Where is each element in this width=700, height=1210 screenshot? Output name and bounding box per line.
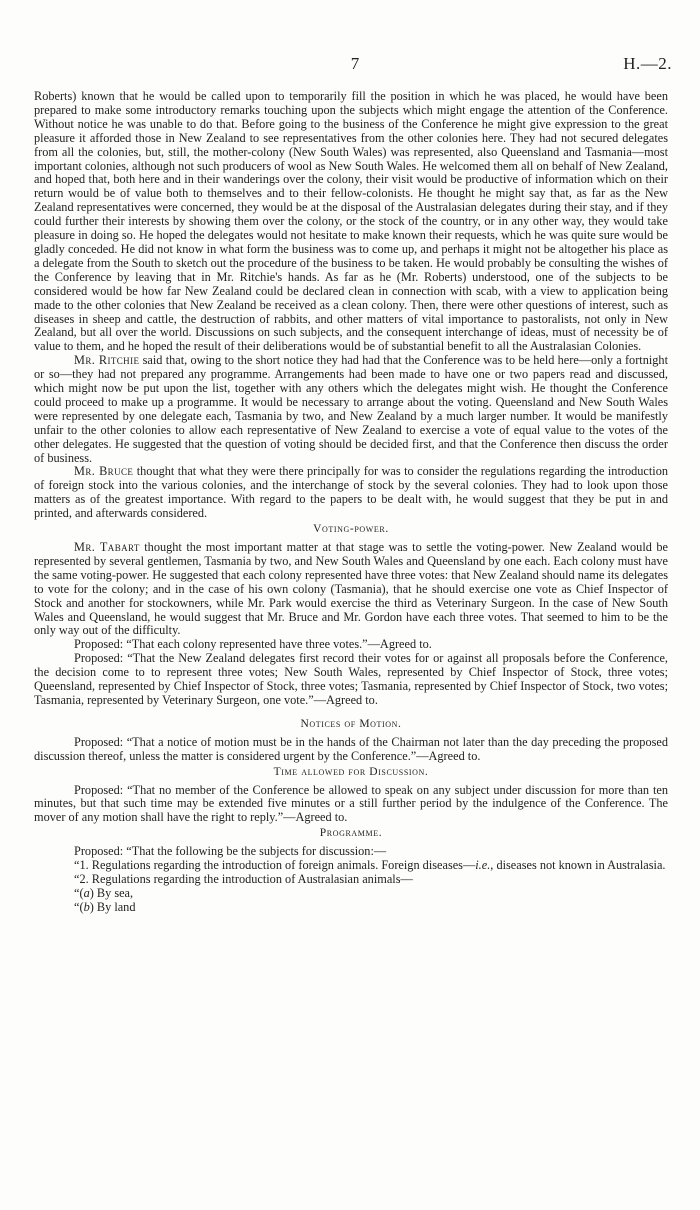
heading-voting-power: Voting-power. (313, 523, 389, 536)
speech-text: thought the most important matter at that stage was to settle the voting-power. New Zealand would be represented by several gentlemen, Tasmania by two, and New South Wales and Queensland by one each. Each colony must have the same voting-power. He suggested that each colony represented have three votes: that New Zealand should name its delegates to vote for the colony; and in the case of his own colony (Tasmania), that he should exercise one vote as Chief Inspector of Stock and another for stockowners, while Mr. Park would exercise the third as Veterinary Surgeon. In the case of New South Wales and Queensland, he would suggest that Mr. Bruce and Mr. Gordon have each three votes. That seemed to him to be the only way out of the difficulty. (34, 540, 668, 638)
paragraph-bruce-speech (34, 465, 668, 521)
abbreviation: i.e. (475, 858, 491, 873)
heading-programme: Programme. (319, 827, 383, 840)
item-text: “( (74, 885, 84, 900)
page-header (0, 54, 700, 78)
page-number: 7 (350, 54, 360, 73)
paragraph-proposal-three-votes: Proposed: “That each colony represented have three votes.”—Agreed to. (74, 637, 432, 652)
speech-text: said that, owing to the short notice they had had that the Conference was to be held here—only a fortnight or so—they had not prepared any programme. Arrangements had been made to have one or two papers read and discussed, which might now be put upon the list, together with any others which the delegates might wish. He thought the Conference could proceed to make up a programme. It would be necessary to arrange about the voting. Queensland and New South Wales were represented by one delegate each, Tasmania by two, and New Zealand by a much larger number. It would be manifestly unfair to the other colonies to allow each representative of New Zealand to exercise a vote of equal value to the votes of the other delegates. He suggested that the question of voting should be decided first, and that the Conference then discuss the order of business. (34, 353, 668, 465)
paragraph-ritchie-speech (34, 354, 668, 465)
item-text: , diseases not known in Australasia. (490, 858, 666, 873)
paragraph-roberts-speech: Roberts) known that he would be called upon to temporarily fill the position in which he was placed, he would have been prepared to make some introductory remarks touching upon the subjects which might engage the attention of the Conference. Without notice he was unable to do that. Before going to the business of the Conference he might give expression to the great pleasure it afforded those in New Zealand to see representatives from the other colonies here. They had not secured delegates from all the colonies, but, still, the mother-colony (New South Wales) was represented, also Queensland and Tasmania—most important colonies, although not such producers of wool as New South Wales. He welcomed them all on behalf of New Zealand, and hoped that, both here and in their wanderings over the colony, their visit would be productive of information which on their return would be of value both to themselves and to their fellow-colonists. He thought he might say that, as far as the New Zealand representatives were concerned, they would be at the disposal of the Australasian delegates during their stay, and if they could further their interests by showing them over the colony, or the stock of the country, or in any other way, they would take pleasure in doing so. He hoped the delegates would not hesitate to make known their requests, which he was quite sure would be gladly conceded. He did not know in what form the business was to come up, and perhaps it might not be altogether his place as a delegate from the South to sketch out the procedure of the business to be taken. He would probably be consulting the wishes of the Conference by leaving that in Mr. Ritchie's hands. As far as he (Mr. Roberts) understood, one of the subjects to be considered would be how far New Zealand could be declared clean in connection with scab, with a view to application being made to the other colonies that New Zealand be received as a clean colony. Then, there were other questions of interest, such as diseases in sheep and cattle, the destruction of rabbits, and other matters of vital importance to pastoralists, not only in New Zealand, but all over the world. Discussions on such subjects, and the consequent interchange of ideas, must of necessity be of value to them, and he hoped the result of their deliberations would be of substantial benefit to all the Australasian Colonies. (34, 89, 668, 354)
page-body (34, 90, 668, 915)
paragraph-proposal-subjects: Proposed: “That the following be the subjects for discussion:— (74, 844, 387, 859)
speaker-name: Mr. Tabart (74, 540, 140, 554)
item-text: ) By sea, (89, 885, 134, 900)
list-subitem-b (34, 901, 668, 915)
list-item-1 (34, 859, 668, 873)
list-subitem-a (34, 887, 668, 901)
item-text: “( (74, 899, 84, 914)
paragraph-proposal-delegate-votes: Proposed: “That the New Zealand delegates first record their votes for or against all proposals before the Conference, the decision come to to represent three votes; New South Wales, represented by Chief Inspector of Stock, three votes; Queensland, represented by Chief Inspector of Stock, three votes; Tasmania, represented by Chief Inspector of Stock, two votes; Tasmania, represented by Veterinary Surgeon, one vote.”—Agreed to. (34, 651, 668, 707)
paragraph-proposal-notice: Proposed: “That a notice of motion must be in the hands of the Chairman not later than the day preceding the proposed discussion thereof, unless the matter is considered urgent by the Conference.”—Agreed to. (34, 734, 668, 763)
speaker-name: Mr. Ritchie (74, 353, 140, 368)
document-reference: H.—2. (623, 54, 672, 73)
item-letter: b (83, 899, 90, 914)
item-letter: a (83, 885, 90, 900)
speech-text: thought that what they were there principally for was to consider the regulations regarding the introduction of foreign stock into the various colonies, and the interchange of stock by the several colonies. They had to look upon those matters as of the greatest importance. With regard to the papers to be dealt with, he would suggest that they be put in and printed, and afterwards considered. (34, 464, 668, 521)
heading-notices-of-motion: Notices of Motion. (300, 717, 402, 730)
heading-time-allowed: Time allowed for Discussion. (273, 765, 429, 778)
speaker-name: Mr. Bruce (74, 464, 134, 479)
paragraph-tabart-speech (34, 541, 668, 638)
item-text: “1. Regulations regarding the introduction of foreign animals. Foreign diseases— (74, 858, 476, 873)
item-text: ) By land (89, 899, 136, 914)
paragraph-proposal-time: Proposed: “That no member of the Conference be allowed to speak on any subject under discussion for more than ten minutes, but that such time may be extended five minutes or a still further period by the indulgence of the Conference. The mover of any motion shall have the right to reply.”—Agreed to. (34, 782, 668, 825)
list-item-2: “2. Regulations regarding the introduction of Australasian animals— (74, 871, 413, 886)
